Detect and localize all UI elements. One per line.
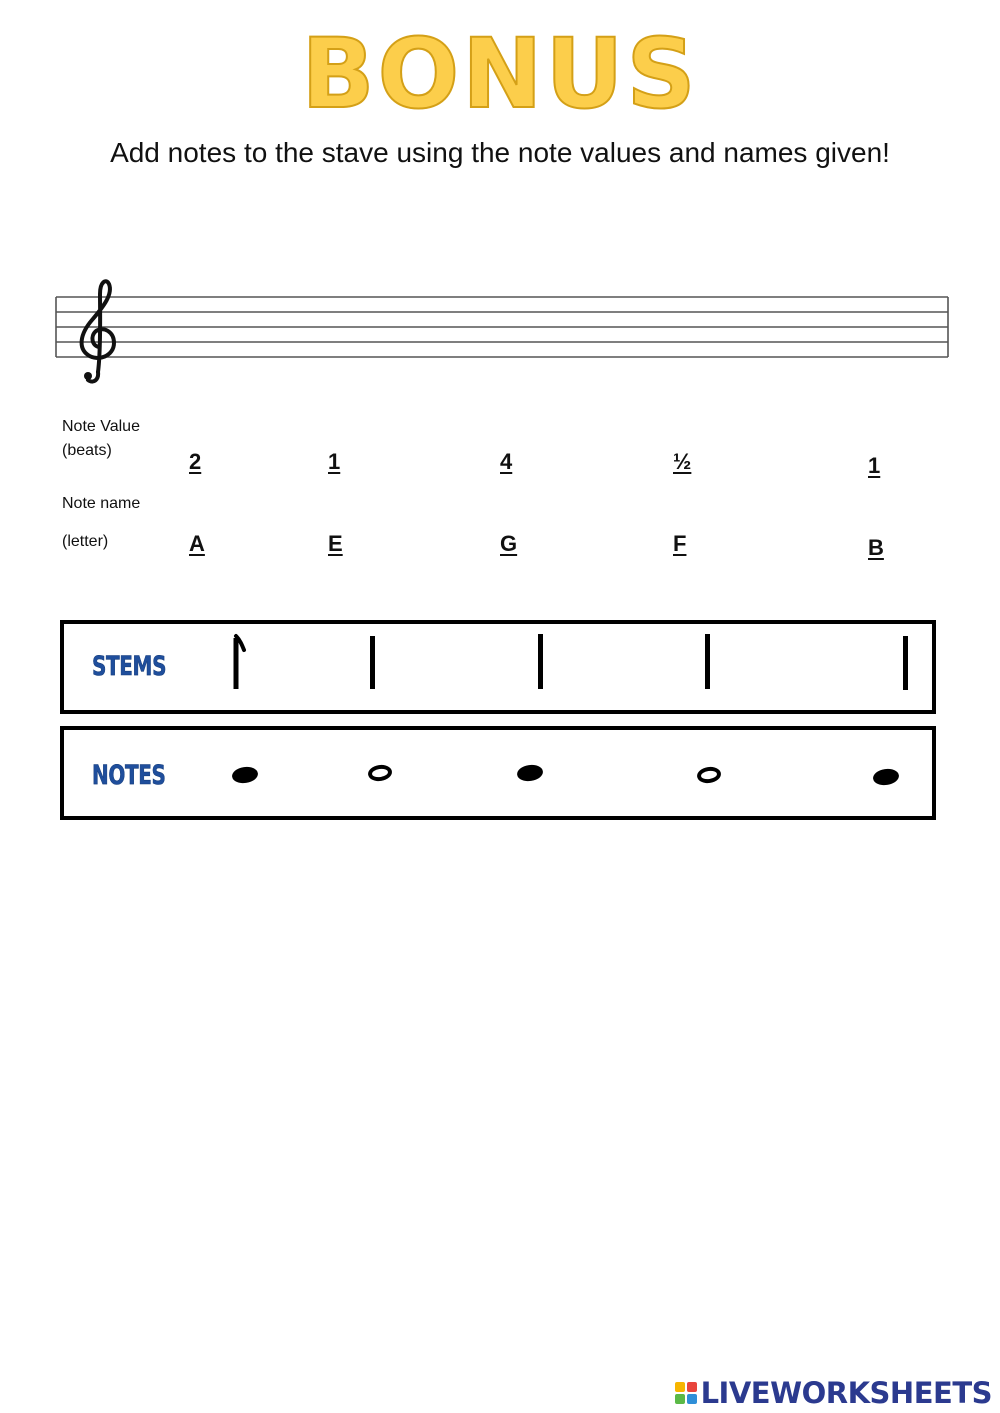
stem-2[interactable] [370,636,375,689]
notes-label: NOTES [92,760,166,791]
page-title: BONUS [301,18,699,130]
stem-3[interactable] [538,634,543,689]
stems-box [60,620,936,714]
note-value-label-line1: Note Value [62,418,140,435]
instruction-text: Add notes to the stave using the note values and names given! [110,137,890,168]
brand-name: LIVEWORKSHEETS [700,1376,992,1410]
note-value-label-line2: (beats) [62,442,112,459]
note-value-2: 1 [328,449,341,474]
stems-label: STEMS [92,651,167,682]
note-name-3: G [500,531,518,556]
stem-4[interactable] [705,634,710,689]
logo-squares-icon [675,1382,697,1404]
notes-box [60,726,936,820]
note-name-1: A [189,531,205,556]
eighth-note-stem[interactable] [228,632,248,692]
note-name-5: B [868,535,884,560]
note-value-1: 2 [189,449,202,474]
liveworksheets-logo [675,1376,992,1410]
note-value-3: 4 [500,449,513,474]
note-value-4: ½ [673,449,692,474]
stem-5[interactable] [903,636,908,690]
music-staff[interactable] [0,270,1000,400]
note-name-2: E [328,531,343,556]
note-value-5: 1 [868,453,881,478]
note-name-4: F [673,531,687,556]
note-name-label-line1: Note name [62,495,141,512]
note-name-label-line2: (letter) [62,533,109,550]
